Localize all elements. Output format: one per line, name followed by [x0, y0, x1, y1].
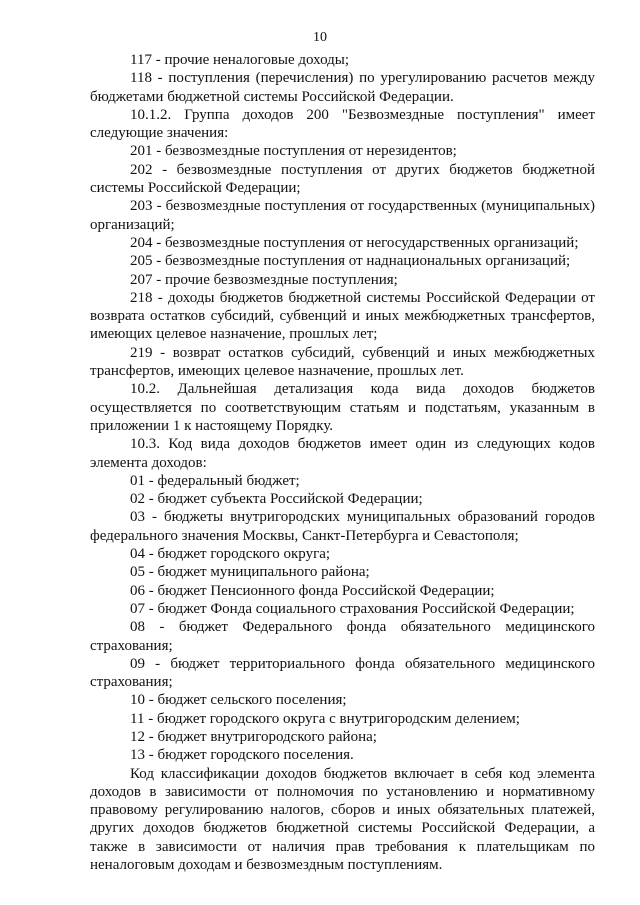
paragraph-code-03: 03 - бюджеты внутригородских муниципальных образований городов федерального значения Москвы, Санкт-Петербурга и Севастополя; [90, 509, 595, 544]
paragraph-10-2: 10.2. Дальнейшая детализация кода вида доходов бюджетов осуществляется по соответствующим статьям и подстатьям, указанным в приложении 1 к настоящему Порядку. [90, 381, 595, 434]
paragraph-code-10: 10 - бюджет сельского поселения; [130, 692, 347, 709]
page-number: 10 [313, 30, 327, 45]
paragraph-201: 201 - безвозмездные поступления от нерезидентов; [130, 143, 457, 160]
paragraph-code-01: 01 - федеральный бюджет; [130, 472, 300, 489]
paragraph-code-08: 08 - бюджет Федерального фонда обязательного медицинского страхования; [90, 619, 595, 654]
paragraph-219: 219 - возврат остатков субсидий, субвенций и иных межбюджетных трансфертов, имеющих целевое назначение, прошлых лет. [90, 344, 595, 380]
paragraph-code-13: 13 - бюджет городского поселения. [130, 747, 354, 764]
paragraph-118: 118 - поступления (перечисления) по урегулированию расчетов между бюджетами бюджетной системы Российской Федерации. [90, 70, 595, 105]
paragraph-218: 218 - доходы бюджетов бюджетной системы Российской Федерации от возврата остатков субсидий, субвенций и иных межбюджетных трансфертов, имеющих целевое назначение, прошлых лет; [90, 289, 595, 343]
paragraph-code-04: 04 - бюджет городского округа; [130, 546, 331, 563]
paragraph-207: 207 - прочие безвозмездные поступления; [130, 271, 398, 288]
document-body [90, 51, 595, 874]
paragraph-10-1-2: 10.1.2. Группа доходов 200 "Безвозмездные поступления" имеет следующие значения: [90, 106, 595, 142]
paragraph-code-12: 12 - бюджет внутригородского района; [130, 728, 377, 745]
paragraph-202: 202 - безвозмездные поступления от других бюджетов бюджетной системы Российской Федерации; [90, 161, 595, 197]
paragraph-code-06: 06 - бюджет Пенсионного фонда Российской Федерации; [130, 582, 495, 599]
paragraph-205: 205 - безвозмездные поступления от наднациональных организаций; [130, 253, 571, 270]
paragraph-203: 203 - безвозмездные поступления от государственных (муниципальных) организаций; [90, 198, 595, 233]
paragraph-code-05: 05 - бюджет муниципального района; [130, 564, 370, 581]
paragraph-code-02: 02 - бюджет субъекта Российской Федерации; [130, 491, 423, 508]
paragraph-code-09: 09 - бюджет территориального фонда обязательного медицинского страхования; [90, 655, 595, 691]
paragraph-204: 204 - безвозмездные поступления от негосударственных организаций; [130, 234, 579, 251]
paragraph-code-11: 11 - бюджет городского округа с внутригородским делением; [130, 710, 520, 727]
paragraph-10-3: 10.3. Код вида доходов бюджетов имеет один из следующих кодов элемента доходов: [90, 436, 595, 471]
paragraph-117: 117 - прочие неналоговые доходы; [130, 52, 350, 68]
paragraph-code-07: 07 - бюджет Фонда социального страхования Российской Федерации; [130, 600, 575, 617]
paragraph-classification: Код классификации доходов бюджетов включает в себя код элемента доходов в зависимости от полномочия по установлению и нормативному правовому регулированию налогов, сборов и иных обязательных платежей, других доходов бюджетов бюджетной системы Российской Федерации, а также в зависимости от наличия прав требования к плательщикам по неналоговым доходам и безвозмездным поступлениям. [90, 765, 595, 874]
